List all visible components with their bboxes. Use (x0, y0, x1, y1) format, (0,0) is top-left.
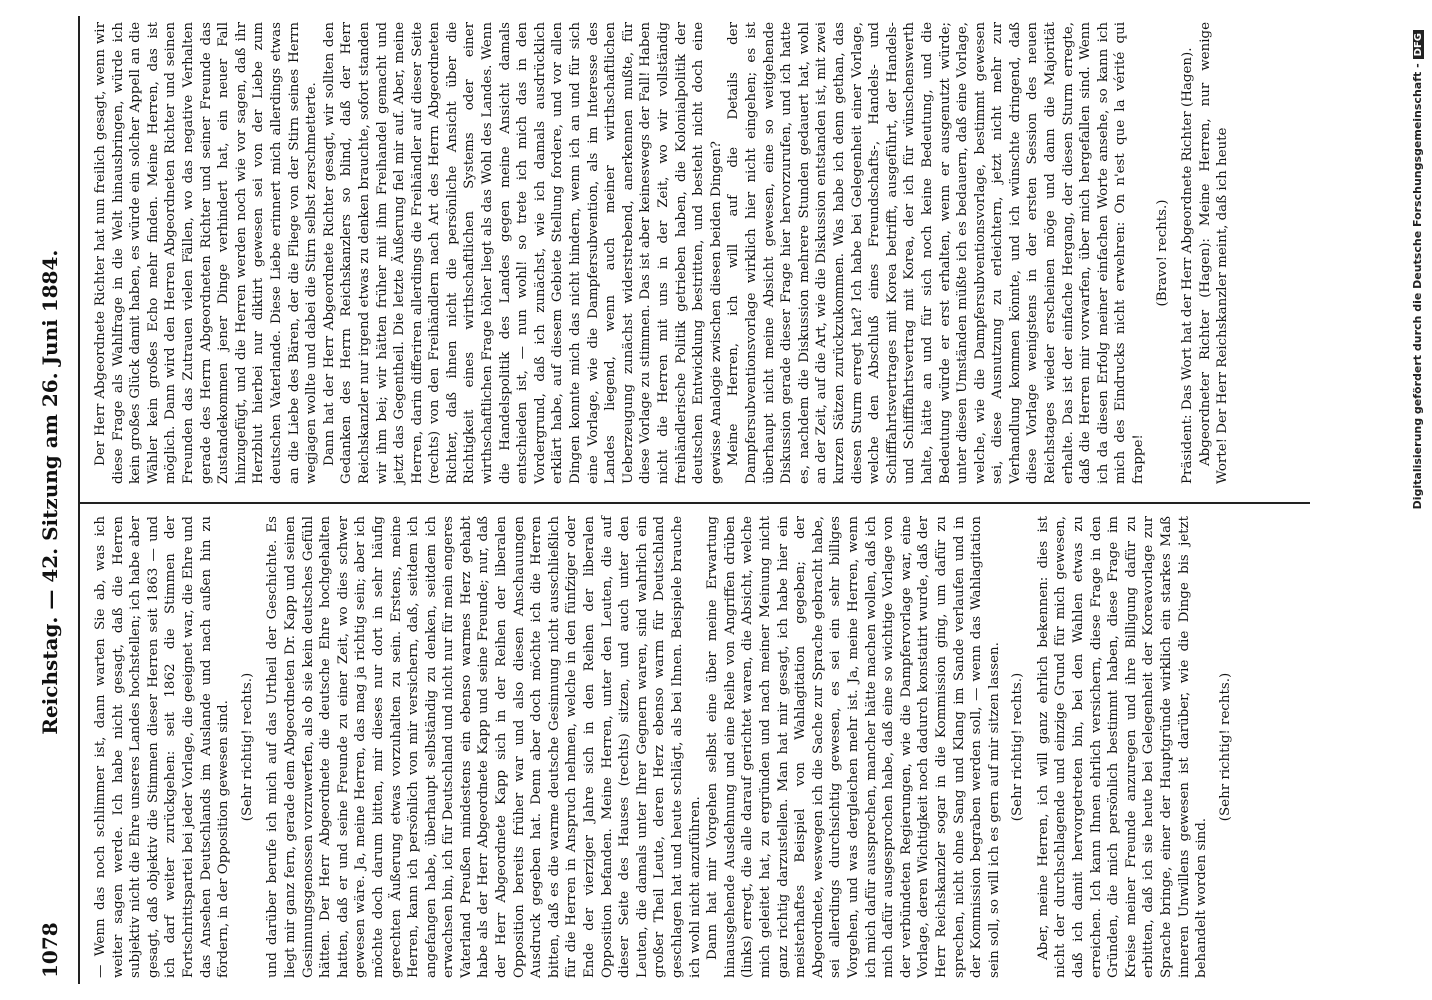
paragraph: Aber, meine Herren, ich will ganz ehrlich bekennen: dies ist nicht der durchschlagende und einzige Grund für mich gewesen, daß ich damit hervorgetreten bin, bei den Wahlen etwas zu erreichen. Ich kann Ihnen ehrlich versichern, diese Frage in den Gründen, die mich persönlich bestimmt haben, diese Frage im Kreise meiner Freunde anzuregen und ihre Billigung dafür zu erbitten, daß ich sie heute bei Gelegenheit der Koreavorlage zur Sprache bringe, einer der Hauptgründe wirklich ein starkes Maß inneren Unwillens gewesen ist darüber, wie die Dinge bis jetzt behandelt worden sind. (1035, 516, 1210, 978)
interjection: (Sehr richtig! rechts.) (1010, 672, 1026, 822)
interjection: (Bravo! rechts.) (1154, 199, 1170, 307)
left-column (92, 516, 1242, 978)
page-title: Reichstag. — 42. Sitzung am 26. Juni 1884. (38, 249, 62, 735)
paragraph: Dann hat mir Vorgehen selbst eine über meine Erwartung hinausgehende Ausdehnung und eine Reihe von Angriffen drüben (links) erregt, die alle darauf gerichtet waren, die Absicht, welche mich geleitet hat, zu ergründen und nach meiner Meinung nicht ganz richtig darzustellen. Man hat mir gesagt, ich habe hier ein meisterhaftes Beispiel von Wahlagitation gegeben; der Abgeordnete, weswegen ich die Sache zur Sprache gebracht habe, sei allerdings durchsichtig gewesen, es sei ein sehr billiges Vorgehen, und was dergleichen mehr ist. Ja, meine Herren, wenn ich mich dafür aussprechen, mancher hätte machen wollen, daß ich mich dafür ausgesprochen habe, daß eine so wichtige Vorlage von der verbündeten Regierungen, wie die Dampfervorlage war, eine Vorlage, deren Wichtigkeit noch dadurch konstatirt wurde, daß der Herr Reichskanzler sogar in die Kommission ging, um dafür zu sprechen, nicht ohne Sang und Klang im Sande verlaufen und in der Kommission begraben werden soll, — wenn das Wahlagitation sein soll, so will ich es gern auf mir sitzen lassen. (705, 516, 1002, 978)
page-number: 1078 (38, 922, 62, 978)
right-column (92, 22, 1232, 484)
speaker-paragraph: Präsident: Das Wort hat der Herr Abgeordnete Richter (Hagen). (1180, 47, 1196, 484)
paragraph: und darüber berufe ich mich auf das Urtheil der Geschichte. Es liegt mir ganz fern, gerade dem Abgeordneten Dr. Kapp und seinen Gesinnungsgenossen vorzuwerfen, als ob sie kein deutsches Gefühl hätten. Der Herr Abgeordnete die deutsche Ehre hochgehalten hatten, daß er und seine Freunde zu einer Zeit, wo dies schwer gewesen wäre. Ja, meine Herren, das mag ja richtig sein; aber ich möchte doch darum bitten, mir dieses nur dort in sehr häufig gerechten Äußerung etwas vorzuhalten zu sein. Erstens, meine Herren, kann ich persönlich von mir versichern, daß, seitdem ich angefangen habe, überhaupt selbständig zu denken, seitdem ich erwachsen bin, ich für Deutschland und nicht nur für mein engeres Vaterland Preußen mindestens ein ebenso warmes Herz gehabt habe als der Herr Abgeordnete Kapp und seine Freunde; nur, daß der Herr Abgeordnete Kapp sich in der Reihen der liberalen Opposition bereits früher war und also diesen Anschauungen Ausdruck gegeben hat. Denn aber doch möchte ich die Herren bitten, daß es die warme deutsche Gesinnung nicht ausschließlich für die Herren in Anspruch nehmen, welche in den fünfziger oder Ende der vierziger Jahre sich in den Reihen der liberalen Opposition befanden. Meine Herren, unter den Leuten, die auf dieser Seite des Hauses (rechts) sitzen, und auch unter den Leuten, die damals unter Ihrer Gegnern waren, sind wahrlich ein großer Theil Leute, deren Herz ebenso warm für Deutschland geschlagen hat und heute schlägt, als bei Ihnen. Beispiele brauche ich wohl nicht anzuführen. (265, 516, 703, 978)
column-divider (80, 502, 1310, 504)
paragraph: Meine Herren, ich will auf die Details der Dampfersubventionsvorlage wirklich hier nicht eingehen; es ist überhaupt nicht meine Absicht gewesen, eine so weitgehende Diskussion gerade dieser Frage hier hervorzurufen, und ich hatte es, nachdem die Diskussion mehrere Stunden gedauert hat, wohl an der Zeit, auf die Art, wie die Diskussion entstanden ist, mit zwei kurzen Sätzen zurückzukommen. Was habe ich denn gethan, das diesen Sturm erregt hat? Ich habe bei Gelegenheit einer Vorlage, welche den Abschluß eines Freundschafts-, Handels- und Schifffahrtsvertrages mit Korea betrifft, ausgeführt, der Handels- und Schifffahrtsvertrag mit Korea, der ich für wünschenswerth halte, hätte an und für sich noch keine Bedeutung, und die Bedeutung würde er erst erhalten, wenn er ausgenutzt würde; unter diesen Umständen müßte ich es bedauern, daß eine Vorlage, welche, wie die Dampfersubventionsvorlage, bestimmt gewesen sei, diese Ausnutzung zu erleichtern, jetzt nicht mehr zur Verhandlung kommen könnte, und ich wünschte dringend, daß diese Vorlage wenigstens in der ersten Session des neuen Reichstages wieder erscheinen möge und dann die Majorität erhalte. Das ist der einfache Hergang, der diesen Sturm erregte, daß die Herren mir vorwarfen, über mich hergefallen sind. Wenn ich da diesen Erfolg meiner einfachen Worte ansehe, so kann ich mich des Eindrucks nicht erwehren: On n'est que la vérité qui frappe! (726, 22, 1147, 484)
speaker-paragraph: Abgeordneter Richter (Hagen): Meine Herren, nur wenige Worte! Der Herr Reichskanzler meint, daß ich heute (1197, 22, 1231, 484)
digitization-footer (1411, 0, 1424, 1000)
header-rule (78, 16, 80, 984)
interjection: (Sehr richtig! rechts.) (239, 672, 255, 822)
paragraph: Dann hat der Herr Abgeordnete Richter gesagt, wir sollten den Gedanken des Herrn Reichskanzlers so blind, daß der Herr Reichskanzler nur irgend etwas zu denken brauchte, sofort standen wir ihm bei; wir hätten früher mit ihm Freihandel gemacht und jetzt das Gegentheil. Die letzte Äußerung fiel mir auf. Aber, meine Herren, darin differiren allerdings die Freihändler auf dieser Seite (rechts) von den Freihändlern nach Art des Herrn Abgeordneten Richter, daß ihnen nicht die persönliche Ansicht über die Richtigkeit eines wirthschaftlichen Systems oder einer wirthschaftlichen Frage höher liegt als das Wohl des Landes. Wenn die Handelspolitik des Landes gegen meine Ansicht damals entschieden ist, — nun wohl! so trete ich mich das in den Vordergrund, daß ich zunächst, wie ich damals ausdrücklich erklärt habe, auf diesem Gebiete Stellung fordere, und vor allen Dingen konnte mich das nicht hindern, wenn ich an und für sich eine Vorlage, wie die Dampfersubvention, als im Interesse des Landes liegend, wenn auch meiner wirthschaftlichen Ueberzeugung zunächst widerstrebend, anerkennen mußte, für diese Vorlage zu stimmen. Das ist aber keineswegs der Fall! Haben nicht die Herren mit uns in der Zeit, wo wir vollständig freihändlerische Politik getrieben haben, die Kolonialpolitik der deutschen Entwicklung bestritten, und besteht nicht doch eine gewisse Analogie zwischen diesen beiden Dingen? (321, 22, 724, 484)
dfg-logo: DFG (1413, 30, 1424, 59)
paragraph: — Wenn das noch schlimmer ist, dann warten Sie ab, was ich weiter sagen werde. Ich habe nicht gesagt, daß die Herren subjektiv nicht die Ehre unseres Landes hochstellen; ich habe aber gesagt, daß objektiv die Stimmen dieser Herren seit 1863 — und ich darf weiter zurückgehen: seit 1862 die Stimmen der Fortschrittspartei bei jeder Vorlage, die geeignet war, die Ehre und das Ansehen Deutschlands im Auslande und nach außen hin zu fördern, in der Opposition gewesen sind. (93, 516, 232, 978)
interjection: (Sehr richtig! rechts.) (1217, 672, 1233, 822)
paragraph: Der Herr Abgeordnete Richter hat nun freilich gesagt, wenn wir diese Frage als Wahlfrage in die Welt hinausbringen, würde ich kein großes Glück damit haben, es würde ein solcher Appell an die Wähler kein großes Echo mehr finden. Meine Herren, das ist möglich. Dann wird den Herren Abgeordneten Richter und seinen Freunden das Zutrauen vielen Fällen, wo das negative Verhalten gerade des Herrn Abgeordneten Richter und seiner Freunde das Zustandekommen jener Dinge verhindert hat, ein neuer Fall hinzugefügt, und die Herren werden noch wie vor sagen, daß ihr Herzblut hierbei nur diktirt gewesen sei von der Liebe zum deutschen Vaterlande. Diese Liebe erinnert mich allerdings etwas an die Liebe des Bären, der die Fliege von der Stirn seines Herrn wegjagen wollte und dabei die Stirn selbst zerschmetterte. (93, 22, 320, 484)
page-header (30, 22, 70, 978)
footer-text: Digitalisierung gefördert durch die Deutsche Forschungsgemeinschaft - (1411, 63, 1424, 510)
